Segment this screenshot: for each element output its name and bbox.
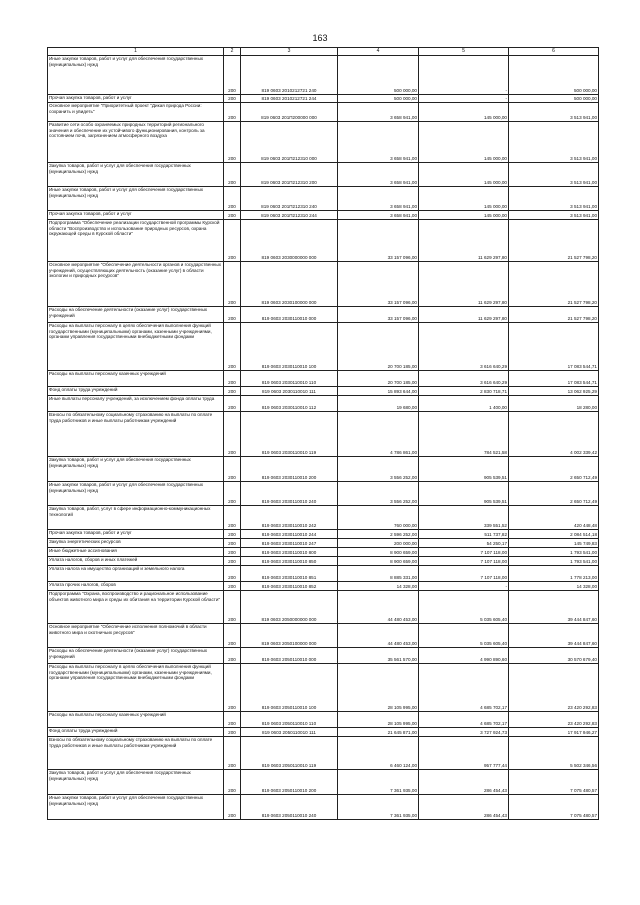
row-approved-cell: 33 157 096,00 <box>338 220 419 262</box>
row-type-cell: 200 <box>224 412 241 457</box>
table-row <box>48 506 599 530</box>
row-name-cell: Подпрограмма "Обеспечение реализации государственной программы Курской области "Воспроизводство и использование природных ресурсов, охрана окружающей среды в Курской области" <box>48 220 224 262</box>
table-row <box>48 648 599 664</box>
row-code-cell: 819 0603 2030110010 200 <box>241 457 338 482</box>
row-remaining-cell: 23 420 292,83 <box>509 664 599 712</box>
row-approved-cell: 33 157 096,00 <box>338 262 419 307</box>
row-remaining-cell: 3 513 941,00 <box>509 187 599 211</box>
row-code-cell: 819 0603 2050110010 240 <box>241 795 338 820</box>
row-executed-cell: 3 616 640,29 <box>419 371 509 387</box>
page-number: 163 <box>312 33 328 43</box>
row-name-cell: Фонд оплаты труда учреждений <box>48 728 224 737</box>
row-code-cell: 819 0603 2030110010 850 <box>241 557 338 566</box>
row-type-cell: 200 <box>224 122 241 163</box>
row-code-cell: 819 0603 2050110010 110 <box>241 712 338 728</box>
row-executed-cell: 5 035 605,40 <box>419 624 509 648</box>
row-name-cell: Прочая закупка товаров, работ и услуг <box>48 211 224 220</box>
row-remaining-cell: 17 083 544,71 <box>509 371 599 387</box>
row-approved-cell: 500 000,00 <box>338 56 419 95</box>
row-code-cell: 819 0603 2050110010 111 <box>241 728 338 737</box>
row-approved-cell: 14 328,00 <box>338 582 419 591</box>
row-approved-cell: 7 361 935,00 <box>338 795 419 820</box>
table-row <box>48 220 599 262</box>
row-approved-cell: 760 000,00 <box>338 506 419 530</box>
row-name-cell: Расходы на выплаты персоналу казенных учреждений <box>48 371 224 387</box>
table-row <box>48 163 599 187</box>
row-executed-cell: 3 727 924,73 <box>419 728 509 737</box>
row-approved-cell: 3 658 941,00 <box>338 211 419 220</box>
row-name-cell: Расходы на выплаты персоналу в целях обеспечения выполнения функций государственными (муниципальными) органами, казенными учреждениями, органами управления государственными внебюджетными фондами <box>48 323 224 371</box>
row-executed-cell: - <box>419 56 509 95</box>
row-name-cell: Подпрограмма "Охрана, воспроизводство и рациональное использование объектов животного мира и среды их обитания на территории Курской области" <box>48 591 224 624</box>
row-remaining-cell: 2 650 712,49 <box>509 457 599 482</box>
row-type-cell: 200 <box>224 163 241 187</box>
column-header-1: 1 <box>48 48 224 56</box>
row-code-cell: 819 0603 2030110010 110 <box>241 371 338 387</box>
row-code-cell: 819 0603 2010212721 240 <box>241 56 338 95</box>
row-code-cell: 819 0603 2030110010 242 <box>241 506 338 530</box>
row-name-cell: Развитие сети особо охраняемых природных территорий регионального значения и обеспечение их устойчивого функционирования, контроль за состоянием почв, загрязнением атмосферного воздуха <box>48 122 224 163</box>
row-remaining-cell: 3 513 941,00 <box>509 163 599 187</box>
row-code-cell: 819 0603 201П212310 244 <box>241 211 338 220</box>
row-executed-cell: 11 629 297,80 <box>419 220 509 262</box>
row-type-cell: 200 <box>224 262 241 307</box>
table-row <box>48 539 599 548</box>
table-row <box>48 396 599 412</box>
table-row <box>48 664 599 712</box>
row-remaining-cell: 500 000,00 <box>509 56 599 95</box>
row-name-cell: Иные закупки товаров, работ и услуг для обеспечения государственных (муниципальных) нужд <box>48 187 224 211</box>
row-name-cell: Закупка товаров, работ и услуг для обеспечения государственных (муниципальных) нужд <box>48 770 224 795</box>
row-approved-cell: 7 361 935,00 <box>338 770 419 795</box>
budget-table <box>47 47 599 820</box>
table-row <box>48 557 599 566</box>
row-approved-cell: 44 480 453,00 <box>338 624 419 648</box>
row-approved-cell: 3 556 252,00 <box>338 457 419 482</box>
row-type-cell: 200 <box>224 56 241 95</box>
table-row <box>48 457 599 482</box>
table-row <box>48 307 599 323</box>
row-approved-cell: 4 786 861,00 <box>338 412 419 457</box>
row-executed-cell: 11 629 297,80 <box>419 262 509 307</box>
row-name-cell: Иные закупки товаров, работ и услуг для обеспечения государственных (муниципальных) нужд <box>48 795 224 820</box>
row-type-cell: 200 <box>224 482 241 506</box>
column-header-3: 3 <box>241 48 338 56</box>
table-row <box>48 795 599 820</box>
row-approved-cell: 3 658 941,00 <box>338 163 419 187</box>
row-remaining-cell: 145 749,83 <box>509 539 599 548</box>
row-executed-cell: 145 000,00 <box>419 163 509 187</box>
row-remaining-cell: 39 444 847,60 <box>509 624 599 648</box>
row-remaining-cell: 14 328,00 <box>509 582 599 591</box>
row-remaining-cell: 1 778 213,00 <box>509 566 599 582</box>
row-type-cell: 200 <box>224 506 241 530</box>
row-name-cell: Закупка товаров, работ и услуг для обеспечения государственных (муниципальных) нужд <box>48 163 224 187</box>
row-executed-cell: 7 107 118,00 <box>419 557 509 566</box>
row-approved-cell: 3 658 941,00 <box>338 103 419 122</box>
table-row <box>48 591 599 624</box>
row-remaining-cell: 3 513 941,00 <box>509 122 599 163</box>
row-remaining-cell: 1 793 541,00 <box>509 548 599 557</box>
row-name-cell: Уплата прочих налогов, сборов <box>48 582 224 591</box>
row-remaining-cell: 7 075 480,57 <box>509 795 599 820</box>
row-code-cell: 819 0603 2030110010 240 <box>241 482 338 506</box>
row-name-cell: Уплата налога на имущество организаций и земельного налога <box>48 566 224 582</box>
row-type-cell: 200 <box>224 770 241 795</box>
table-row <box>48 387 599 396</box>
row-executed-cell: 11 629 297,80 <box>419 307 509 323</box>
row-code-cell: 819 0603 2050110010 119 <box>241 737 338 770</box>
table-row <box>48 624 599 648</box>
row-executed-cell: 1 400,00 <box>419 396 509 412</box>
row-type-cell: 200 <box>224 387 241 396</box>
row-name-cell: Фонд оплаты труда учреждений <box>48 387 224 396</box>
row-approved-cell: 200 000,00 <box>338 539 419 548</box>
row-executed-cell: 286 454,43 <box>419 770 509 795</box>
row-code-cell: 819 0603 2050110010 200 <box>241 770 338 795</box>
row-approved-cell: 2 596 252,00 <box>338 530 419 539</box>
row-code-cell: 819 0603 2050100000 000 <box>241 624 338 648</box>
row-approved-cell: 20 700 185,00 <box>338 371 419 387</box>
row-type-cell: 200 <box>224 624 241 648</box>
row-name-cell: Закупка товаров, работ, услуг в сфере информационно-коммуникационных технологий <box>48 506 224 530</box>
row-name-cell: Закупка энергетических ресурсов <box>48 539 224 548</box>
row-code-cell: 819 0603 201П212310 200 <box>241 163 338 187</box>
row-approved-cell: 20 700 185,00 <box>338 323 419 371</box>
row-executed-cell: 4 990 890,60 <box>419 648 509 664</box>
row-code-cell: 819 0603 201П212310 000 <box>241 122 338 163</box>
row-code-cell: 819 0603 2030110010 119 <box>241 412 338 457</box>
table-row <box>48 566 599 582</box>
row-executed-cell: 7 107 118,00 <box>419 548 509 557</box>
row-approved-cell: 15 893 644,00 <box>338 387 419 396</box>
column-header-2: 2 <box>224 48 241 56</box>
row-type-cell: 200 <box>224 95 241 103</box>
row-code-cell: 819 0603 201П212310 240 <box>241 187 338 211</box>
row-approved-cell: 35 561 570,00 <box>338 648 419 664</box>
row-executed-cell: - <box>419 95 509 103</box>
row-code-cell: 819 0603 2030110010 851 <box>241 566 338 582</box>
row-type-cell: 200 <box>224 664 241 712</box>
table-row <box>48 412 599 457</box>
row-remaining-cell: 21 527 798,20 <box>509 220 599 262</box>
row-type-cell: 200 <box>224 103 241 122</box>
row-executed-cell: 784 521,58 <box>419 412 509 457</box>
row-executed-cell: 2 830 718,71 <box>419 387 509 396</box>
column-header-6: 6 <box>509 48 599 56</box>
table-row <box>48 712 599 728</box>
row-type-cell: 200 <box>224 307 241 323</box>
row-code-cell: 819 0603 2030110010 111 <box>241 387 338 396</box>
row-code-cell: 819 0603 2030110010 800 <box>241 548 338 557</box>
row-type-cell: 200 <box>224 591 241 624</box>
row-approved-cell: 3 658 941,00 <box>338 187 419 211</box>
row-remaining-cell: 23 420 292,83 <box>509 712 599 728</box>
row-name-cell: Основное мероприятие "Приоритетный проект "Дикая природа России: сохранить и увидеть" <box>48 103 224 122</box>
row-remaining-cell: 39 444 847,60 <box>509 591 599 624</box>
row-name-cell: Уплата налогов, сборов и иных платежей <box>48 557 224 566</box>
table-row <box>48 737 599 770</box>
row-type-cell: 200 <box>224 323 241 371</box>
row-type-cell: 200 <box>224 539 241 548</box>
row-code-cell: 819 0603 2030100000 000 <box>241 262 338 307</box>
row-executed-cell: 905 539,51 <box>419 482 509 506</box>
row-remaining-cell: 420 448,48 <box>509 506 599 530</box>
table-row <box>48 548 599 557</box>
row-remaining-cell: 1 793 541,00 <box>509 557 599 566</box>
row-name-cell: Расходы на обеспечение деятельности (оказание услуг) государственных учреждений <box>48 648 224 664</box>
row-remaining-cell: 4 002 339,42 <box>509 412 599 457</box>
row-type-cell: 200 <box>224 396 241 412</box>
row-name-cell: Расходы на обеспечение деятельности (оказание услуг) государственных учреждений <box>48 307 224 323</box>
row-remaining-cell: 30 570 679,40 <box>509 648 599 664</box>
table-row <box>48 103 599 122</box>
row-executed-cell: 7 107 118,00 <box>419 566 509 582</box>
row-approved-cell: 44 480 453,00 <box>338 591 419 624</box>
row-executed-cell: 4 685 702,17 <box>419 712 509 728</box>
row-name-cell: Взносы по обязательному социальному страхованию на выплаты по оплате труда работников и иные выплаты работникам учреждений <box>48 412 224 457</box>
table-row <box>48 323 599 371</box>
column-header-4: 4 <box>338 48 419 56</box>
table-row <box>48 56 599 95</box>
row-executed-cell: 3 616 640,29 <box>419 323 509 371</box>
row-executed-cell: 54 250,17 <box>419 539 509 548</box>
row-name-cell: Закупка товаров, работ и услуг для обеспечения государственных (муниципальных) нужд <box>48 457 224 482</box>
row-executed-cell: 957 777,44 <box>419 737 509 770</box>
table-row <box>48 211 599 220</box>
column-header-5: 5 <box>419 48 509 56</box>
row-remaining-cell: 2 650 712,49 <box>509 482 599 506</box>
row-code-cell: 819 0603 201П200000 000 <box>241 103 338 122</box>
row-remaining-cell: 7 075 480,57 <box>509 770 599 795</box>
row-code-cell: 819 0603 2030000000 000 <box>241 220 338 262</box>
row-remaining-cell: 500 000,00 <box>509 95 599 103</box>
row-executed-cell: - <box>419 582 509 591</box>
row-remaining-cell: 21 527 798,20 <box>509 307 599 323</box>
row-type-cell: 200 <box>224 737 241 770</box>
row-type-cell: 200 <box>224 557 241 566</box>
row-executed-cell: 511 737,82 <box>419 530 509 539</box>
row-code-cell: 819 0603 2050110010 100 <box>241 664 338 712</box>
table-row <box>48 95 599 103</box>
table-row <box>48 728 599 737</box>
row-code-cell: 819 0603 2030110010 112 <box>241 396 338 412</box>
row-code-cell: 819 0603 2030110010 244 <box>241 530 338 539</box>
row-type-cell: 200 <box>224 712 241 728</box>
row-executed-cell: 145 000,00 <box>419 122 509 163</box>
table-row <box>48 482 599 506</box>
table-row <box>48 530 599 539</box>
row-approved-cell: 28 105 995,00 <box>338 712 419 728</box>
table-header-row <box>48 48 599 56</box>
row-approved-cell: 8 900 659,00 <box>338 548 419 557</box>
row-type-cell: 200 <box>224 795 241 820</box>
row-name-cell: Взносы по обязательному социальному страхованию на выплаты по оплате труда работников и иные выплаты работникам учреждений <box>48 737 224 770</box>
row-executed-cell: 5 035 605,40 <box>419 591 509 624</box>
row-remaining-cell: 5 502 346,56 <box>509 737 599 770</box>
row-name-cell: Иные бюджетные ассигнования <box>48 548 224 557</box>
row-name-cell: Расходы на выплаты персоналу казенных учреждений <box>48 712 224 728</box>
table-row <box>48 770 599 795</box>
table-row <box>48 371 599 387</box>
row-remaining-cell: 17 083 544,71 <box>509 323 599 371</box>
row-name-cell: Прочая закупка товаров, работ и услуг <box>48 95 224 103</box>
row-remaining-cell: 2 084 514,18 <box>509 530 599 539</box>
row-type-cell: 200 <box>224 648 241 664</box>
row-approved-cell: 3 556 252,00 <box>338 482 419 506</box>
row-approved-cell: 19 680,00 <box>338 396 419 412</box>
row-type-cell: 200 <box>224 220 241 262</box>
row-name-cell: Расходы на выплаты персоналу в целях обеспечения выполнения функций государственными (муниципальными) органами, казенными учреждениями, органами управления государственными внебюджетными фондами <box>48 664 224 712</box>
row-approved-cell: 6 460 124,00 <box>338 737 419 770</box>
row-type-cell: 200 <box>224 548 241 557</box>
row-approved-cell: 8 885 331,00 <box>338 566 419 582</box>
row-approved-cell: 28 105 995,00 <box>338 664 419 712</box>
table-row <box>48 122 599 163</box>
row-remaining-cell: 21 527 798,20 <box>509 262 599 307</box>
table-row <box>48 262 599 307</box>
row-name-cell: Иные закупки товаров, работ и услуг для обеспечения государственных (муниципальных) нужд <box>48 482 224 506</box>
row-code-cell: 819 0603 2030110010 100 <box>241 323 338 371</box>
row-name-cell: Иные закупки товаров, работ и услуг для обеспечения государственных (муниципальных) нужд <box>48 56 224 95</box>
row-type-cell: 200 <box>224 530 241 539</box>
table-row <box>48 187 599 211</box>
row-approved-cell: 500 000,00 <box>338 95 419 103</box>
row-executed-cell: 339 551,52 <box>419 506 509 530</box>
row-type-cell: 200 <box>224 371 241 387</box>
row-name-cell: Основное мероприятие "Обеспечение исполнения полномочий в области животного мира и охотничьих ресурсов" <box>48 624 224 648</box>
row-code-cell: 819 0603 2010212721 244 <box>241 95 338 103</box>
row-approved-cell: 21 645 871,00 <box>338 728 419 737</box>
row-type-cell: 200 <box>224 211 241 220</box>
row-name-cell: Иные выплаты персоналу учреждений, за исключением фонда оплаты труда <box>48 396 224 412</box>
row-type-cell: 200 <box>224 566 241 582</box>
row-remaining-cell: 13 062 925,29 <box>509 387 599 396</box>
row-remaining-cell: 17 917 946,27 <box>509 728 599 737</box>
row-type-cell: 200 <box>224 582 241 591</box>
row-code-cell: 819 0603 2030110010 247 <box>241 539 338 548</box>
row-approved-cell: 33 157 096,00 <box>338 307 419 323</box>
row-code-cell: 819 0603 2030110010 000 <box>241 307 338 323</box>
row-executed-cell: 145 000,00 <box>419 103 509 122</box>
row-remaining-cell: 3 513 941,00 <box>509 211 599 220</box>
row-approved-cell: 8 900 659,00 <box>338 557 419 566</box>
row-code-cell: 819 0603 2030110010 852 <box>241 582 338 591</box>
row-code-cell: 819 0603 2050110010 000 <box>241 648 338 664</box>
row-type-cell: 200 <box>224 187 241 211</box>
row-type-cell: 200 <box>224 457 241 482</box>
row-remaining-cell: 18 280,00 <box>509 396 599 412</box>
row-executed-cell: 905 539,51 <box>419 457 509 482</box>
row-name-cell: Основное мероприятие "Обеспечение деятельности органов и государственных учреждений, осуществляющих деятельность (оказание услуг) в области экологии и природных ресурсов" <box>48 262 224 307</box>
row-executed-cell: 4 685 702,17 <box>419 664 509 712</box>
row-executed-cell: 145 000,00 <box>419 211 509 220</box>
row-name-cell: Прочая закупка товаров, работ и услуг <box>48 530 224 539</box>
row-executed-cell: 286 454,43 <box>419 795 509 820</box>
row-remaining-cell: 3 513 941,00 <box>509 103 599 122</box>
row-code-cell: 819 0603 2050000000 000 <box>241 591 338 624</box>
row-approved-cell: 3 658 941,00 <box>338 122 419 163</box>
table-row <box>48 582 599 591</box>
row-type-cell: 200 <box>224 728 241 737</box>
row-executed-cell: 145 000,00 <box>419 187 509 211</box>
